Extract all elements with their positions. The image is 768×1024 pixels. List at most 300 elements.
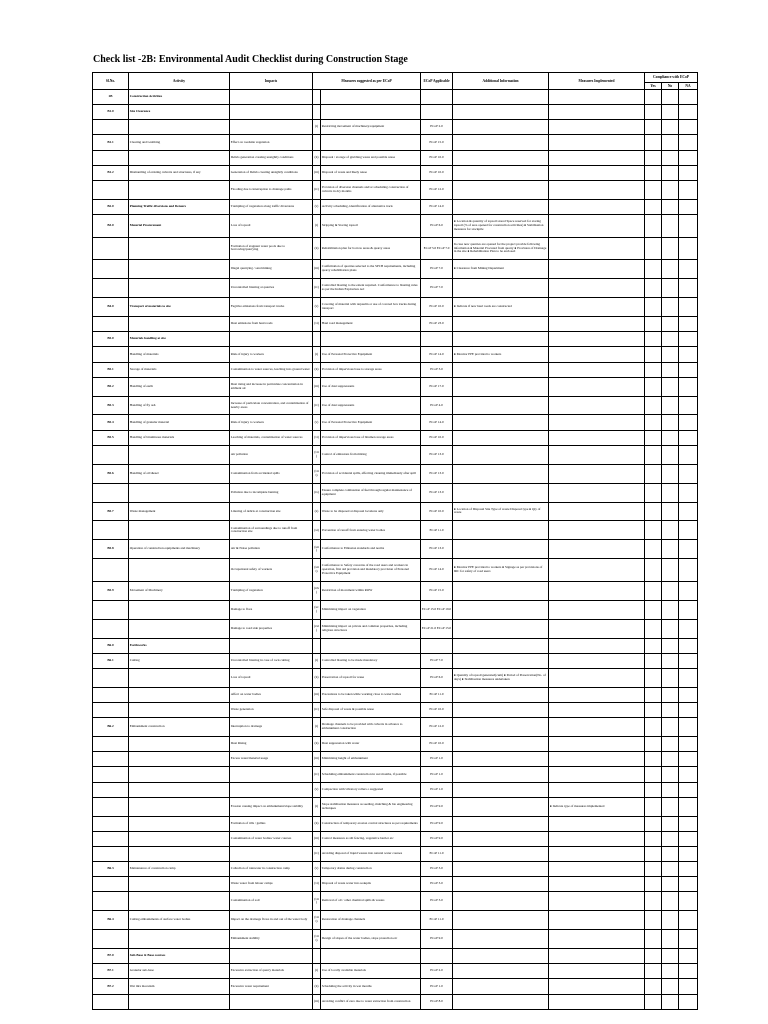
compliance-no-cell[interactable] (662, 430, 679, 445)
compliance-na-cell[interactable] (679, 559, 698, 582)
compliance-yes-cell[interactable] (645, 559, 662, 582)
compliance-yes-cell[interactable] (645, 396, 662, 415)
compliance-na-cell[interactable] (679, 237, 698, 260)
sl-no-cell: B7.2 (93, 979, 129, 994)
ecop-cell: ECoP 10.0 (421, 430, 453, 445)
compliance-yes-cell[interactable] (645, 332, 662, 347)
measure-cell: Disposal of waste and likely reuse (321, 165, 421, 180)
compliance-no-cell[interactable] (662, 752, 679, 767)
measure-number-cell: (viii) (313, 930, 321, 949)
compliance-yes-cell[interactable] (645, 930, 662, 949)
sl-no-cell (93, 877, 129, 892)
compliance-na-cell[interactable] (679, 396, 698, 415)
compliance-yes-cell[interactable] (645, 669, 662, 688)
compliance-na-cell[interactable] (679, 653, 698, 668)
compliance-no-cell[interactable] (662, 332, 679, 347)
compliance-yes-cell[interactable] (645, 737, 662, 752)
compliance-na-cell[interactable] (679, 260, 698, 279)
compliance-na-cell[interactable] (679, 752, 698, 767)
activity-cell: Handling of fly ash (129, 396, 230, 415)
measures-implemented-cell (549, 521, 645, 540)
table-row (93, 619, 698, 638)
measure-cell: Drainage channels to be provided with culverts in advance to embankment construction (321, 718, 421, 737)
compliance-no-cell[interactable] (662, 816, 679, 831)
compliance-no-cell[interactable] (662, 260, 679, 279)
compliance-yes-cell[interactable] (645, 816, 662, 831)
additional-info-cell (453, 521, 549, 540)
compliance-yes-cell[interactable] (645, 135, 662, 150)
impact-cell: Uncontrolled blasting in case of rock cutting (230, 653, 313, 668)
compliance-yes-cell[interactable] (645, 279, 662, 298)
compliance-yes-cell[interactable] (645, 180, 662, 199)
compliance-no-cell[interactable] (662, 214, 679, 237)
measures-implemented-cell (549, 430, 645, 445)
additional-info-cell (453, 964, 549, 979)
compliance-yes-cell[interactable] (645, 949, 662, 964)
compliance-yes-cell[interactable] (645, 718, 662, 737)
impact-cell: Air pollution (230, 445, 313, 464)
impact-cell: Dust rising and increase in particulate concentration in ambient air (230, 377, 313, 396)
compliance-na-cell[interactable] (679, 862, 698, 877)
compliance-na-cell[interactable] (679, 737, 698, 752)
compliance-yes-cell[interactable] (645, 782, 662, 797)
compliance-na-cell[interactable] (679, 317, 698, 332)
compliance-na-cell[interactable] (679, 464, 698, 483)
compliance-yes-cell[interactable] (645, 862, 662, 877)
compliance-na-cell[interactable] (679, 430, 698, 445)
compliance-no-cell[interactable] (662, 237, 679, 260)
compliance-yes-cell[interactable] (645, 237, 662, 260)
compliance-na-cell[interactable] (679, 150, 698, 165)
compliance-no-cell[interactable] (662, 949, 679, 964)
activity-cell: Cutting embankments of surface water bodies (129, 911, 230, 930)
sl-no-cell: B5.2 (93, 377, 129, 396)
compliance-na-cell[interactable] (679, 120, 698, 135)
compliance-na-cell[interactable] (679, 105, 698, 120)
additional-info-cell: ● Location of Disposal Site Type of waste Disposal type ● Qty of waste (453, 502, 549, 521)
impact-cell: Trampling of vegetation along traffic diversions (230, 199, 313, 214)
compliance-no-cell[interactable] (662, 619, 679, 638)
compliance-yes-cell[interactable] (645, 317, 662, 332)
activity-cell (129, 816, 230, 831)
measures-implemented-cell (549, 703, 645, 718)
additional-info-cell (453, 892, 549, 911)
compliance-yes-cell[interactable] (645, 260, 662, 279)
compliance-no-cell[interactable] (662, 135, 679, 150)
compliance-na-cell[interactable] (679, 949, 698, 964)
compliance-na-cell[interactable] (679, 445, 698, 464)
compliance-no-cell[interactable] (662, 90, 679, 105)
activity-cell (129, 687, 230, 702)
compliance-na-cell[interactable] (679, 718, 698, 737)
compliance-yes-cell[interactable] (645, 362, 662, 377)
compliance-no-cell[interactable] (662, 396, 679, 415)
compliance-no-cell[interactable] (662, 653, 679, 668)
audit-checklist-table (92, 72, 698, 1010)
activity-cell: Handling of earth (129, 377, 230, 396)
additional-info-cell (453, 718, 549, 737)
compliance-no-cell[interactable] (662, 877, 679, 892)
measures-implemented-cell (549, 718, 645, 737)
measure-number-cell: (v) (313, 782, 321, 797)
sl-no-cell: B5.4 (93, 415, 129, 430)
compliance-yes-cell[interactable] (645, 582, 662, 601)
compliance-no-cell[interactable] (662, 582, 679, 601)
impact-cell (230, 638, 313, 653)
impact-cell: Contamination of soil (230, 892, 313, 911)
compliance-no-cell[interactable] (662, 994, 679, 1009)
measure-cell: Removal of oil / other chemical spills & wastes (321, 892, 421, 911)
impact-cell: Formation of stagnant water pools due to borrowing/quarrying (230, 237, 313, 260)
compliance-no-cell[interactable] (662, 279, 679, 298)
compliance-yes-cell[interactable] (645, 911, 662, 930)
compliance-na-cell[interactable] (679, 669, 698, 688)
header-no: No (662, 83, 679, 90)
compliance-na-cell[interactable] (679, 332, 698, 347)
compliance-yes-cell[interactable] (645, 540, 662, 559)
compliance-na-cell[interactable] (679, 911, 698, 930)
compliance-no-cell[interactable] (662, 911, 679, 930)
measure-number-cell: (viii) (313, 464, 321, 483)
table-row (93, 703, 698, 718)
measure-number-cell: (ii) (313, 150, 321, 165)
measures-implemented-cell (549, 540, 645, 559)
measure-number-cell: (xii) (313, 540, 321, 559)
measures-implemented-cell (549, 892, 645, 911)
measure-number-cell: (i) (313, 347, 321, 362)
compliance-no-cell[interactable] (662, 767, 679, 782)
compliance-no-cell[interactable] (662, 559, 679, 582)
measures-implemented-cell (549, 994, 645, 1009)
compliance-yes-cell[interactable] (645, 638, 662, 653)
compliance-na-cell[interactable] (679, 994, 698, 1009)
impact-cell: Trampling of vegetation (230, 582, 313, 601)
measure-number-cell: (vii) (313, 892, 321, 911)
table-row (93, 831, 698, 846)
compliance-na-cell[interactable] (679, 619, 698, 638)
measures-implemented-cell (549, 362, 645, 377)
measures-implemented-cell (549, 862, 645, 877)
compliance-no-cell[interactable] (662, 521, 679, 540)
compliance-no-cell[interactable] (662, 540, 679, 559)
measure-number-cell: (ii) (313, 362, 321, 377)
compliance-na-cell[interactable] (679, 930, 698, 949)
impact-cell: Waste water from labour camps (230, 877, 313, 892)
compliance-no-cell[interactable] (662, 298, 679, 317)
impact-cell: Risk of injury to workers (230, 415, 313, 430)
ecop-cell: ECoP 12.0 (421, 180, 453, 199)
sl-no-cell (93, 782, 129, 797)
table-row (93, 237, 698, 260)
measure-number-cell: (ii) (313, 979, 321, 994)
compliance-yes-cell[interactable] (645, 199, 662, 214)
compliance-yes-cell[interactable] (645, 521, 662, 540)
compliance-no-cell[interactable] (662, 180, 679, 199)
measure-cell: Scheduling the activity in wet months (321, 979, 421, 994)
ecop-cell: ECoP 3.0 (421, 877, 453, 892)
compliance-yes-cell[interactable] (645, 90, 662, 105)
compliance-no-cell[interactable] (662, 347, 679, 362)
ecop-cell: ECoP 14.0 (421, 347, 453, 362)
compliance-yes-cell[interactable] (645, 767, 662, 782)
measure-number-cell (313, 90, 321, 105)
header-activity: Activity (129, 73, 230, 90)
compliance-no-cell[interactable] (662, 782, 679, 797)
compliance-no-cell[interactable] (662, 797, 679, 816)
measures-implemented-cell (549, 347, 645, 362)
measure-cell: Provision of impervious base of bitumen storage areas (321, 430, 421, 445)
table-row (93, 396, 698, 415)
measure-cell: Controlled blasting to the extent required. Conformance to blasting rules as per the Indian Explosives Act (321, 279, 421, 298)
sl-no-cell: B7.0 (93, 949, 129, 964)
compliance-na-cell[interactable] (679, 846, 698, 861)
additional-info-cell (453, 797, 549, 816)
compliance-yes-cell[interactable] (645, 600, 662, 619)
compliance-yes-cell[interactable] (645, 430, 662, 445)
activity-cell (129, 445, 230, 464)
sl-no-cell (93, 180, 129, 199)
compliance-yes-cell[interactable] (645, 752, 662, 767)
sl-no-cell: B2.0 (93, 199, 129, 214)
impact-cell: Impact on the drainage flows in and out of the water body (230, 911, 313, 930)
compliance-na-cell[interactable] (679, 214, 698, 237)
compliance-na-cell[interactable] (679, 892, 698, 911)
compliance-na-cell[interactable] (679, 797, 698, 816)
impact-cell (230, 846, 313, 861)
compliance-yes-cell[interactable] (645, 797, 662, 816)
compliance-na-cell[interactable] (679, 135, 698, 150)
compliance-no-cell[interactable] (662, 483, 679, 502)
table-row (93, 846, 698, 861)
table-row (93, 362, 698, 377)
compliance-yes-cell[interactable] (645, 964, 662, 979)
compliance-no-cell[interactable] (662, 502, 679, 521)
compliance-no-cell[interactable] (662, 105, 679, 120)
measure-cell: Use of dust suppressants (321, 396, 421, 415)
compliance-no-cell[interactable] (662, 377, 679, 396)
additional-info-cell: ● Quantity of topsoil generated(cum) ● Period of Preservation(No. of days) ● Stabilisation measures undertaken (453, 669, 549, 688)
measure-number-cell: (iii) (313, 831, 321, 846)
table-row (93, 911, 698, 930)
impact-cell: Occupational safety of workers (230, 559, 313, 582)
measure-number-cell: (i) (313, 964, 321, 979)
compliance-no-cell[interactable] (662, 362, 679, 377)
activity-cell (129, 669, 230, 688)
compliance-yes-cell[interactable] (645, 502, 662, 521)
compliance-yes-cell[interactable] (645, 687, 662, 702)
compliance-na-cell[interactable] (679, 502, 698, 521)
activity-cell (129, 120, 230, 135)
measure-cell: Conformance to Safety concerns of the road users and workers in operation, first aid provision and mandatory provision of Personal Protective Equipment (321, 559, 421, 582)
header-na: NA (679, 83, 698, 90)
compliance-na-cell[interactable] (679, 979, 698, 994)
compliance-yes-cell[interactable] (645, 105, 662, 120)
impact-cell: Formation of rills / gullies (230, 816, 313, 831)
compliance-na-cell[interactable] (679, 816, 698, 831)
table-row (93, 718, 698, 737)
impact-cell (230, 782, 313, 797)
compliance-yes-cell[interactable] (645, 377, 662, 396)
ecop-cell: ECoP 15.0 (421, 135, 453, 150)
compliance-na-cell[interactable] (679, 964, 698, 979)
compliance-na-cell[interactable] (679, 582, 698, 601)
measure-cell (321, 949, 421, 964)
compliance-yes-cell[interactable] (645, 846, 662, 861)
compliance-yes-cell[interactable] (645, 165, 662, 180)
ecop-cell: ECoP 1.0 (421, 752, 453, 767)
impact-cell: Air & Noise pollution (230, 540, 313, 559)
compliance-yes-cell[interactable] (645, 298, 662, 317)
measure-cell: Minimizing impact on vegetation (321, 600, 421, 619)
compliance-yes-cell[interactable] (645, 483, 662, 502)
impact-cell: Risk of injury to workers (230, 347, 313, 362)
additional-info-cell (453, 600, 549, 619)
compliance-yes-cell[interactable] (645, 415, 662, 430)
sl-no-cell (93, 816, 129, 831)
compliance-na-cell[interactable] (679, 540, 698, 559)
compliance-no-cell[interactable] (662, 979, 679, 994)
compliance-yes-cell[interactable] (645, 445, 662, 464)
compliance-na-cell[interactable] (679, 415, 698, 430)
compliance-yes-cell[interactable] (645, 214, 662, 237)
compliance-no-cell[interactable] (662, 669, 679, 688)
compliance-na-cell[interactable] (679, 831, 698, 846)
compliance-na-cell[interactable] (679, 90, 698, 105)
compliance-no-cell[interactable] (662, 718, 679, 737)
sl-no-cell: B5.1 (93, 362, 129, 377)
compliance-no-cell[interactable] (662, 120, 679, 135)
compliance-yes-cell[interactable] (645, 979, 662, 994)
compliance-no-cell[interactable] (662, 445, 679, 464)
compliance-yes-cell[interactable] (645, 892, 662, 911)
compliance-na-cell[interactable] (679, 347, 698, 362)
compliance-no-cell[interactable] (662, 600, 679, 619)
measures-implemented-cell (549, 332, 645, 347)
compliance-yes-cell[interactable] (645, 831, 662, 846)
compliance-yes-cell[interactable] (645, 653, 662, 668)
compliance-na-cell[interactable] (679, 703, 698, 718)
compliance-na-cell[interactable] (679, 165, 698, 180)
compliance-no-cell[interactable] (662, 892, 679, 911)
compliance-no-cell[interactable] (662, 415, 679, 430)
compliance-na-cell[interactable] (679, 782, 698, 797)
compliance-no-cell[interactable] (662, 464, 679, 483)
additional-info-cell (453, 911, 549, 930)
additional-info-cell (453, 120, 549, 135)
additional-info-cell (453, 415, 549, 430)
impact-cell: Leaching of materials, contamination of water sources (230, 430, 313, 445)
measure-number-cell: (ii) (313, 737, 321, 752)
compliance-na-cell[interactable] (679, 877, 698, 892)
ecop-cell: ECoP 10.0 (421, 298, 453, 317)
compliance-yes-cell[interactable] (645, 464, 662, 483)
sl-no-cell (93, 619, 129, 638)
compliance-na-cell[interactable] (679, 298, 698, 317)
compliance-na-cell[interactable] (679, 362, 698, 377)
compliance-yes-cell[interactable] (645, 703, 662, 718)
compliance-no-cell[interactable] (662, 165, 679, 180)
measure-cell: Use of Personal Protective Equipment (321, 347, 421, 362)
sl-no-cell: B5.8 (93, 540, 129, 559)
measure-number-cell: (iii) (313, 260, 321, 279)
compliance-na-cell[interactable] (679, 180, 698, 199)
activity-cell: Waste management (129, 502, 230, 521)
sl-no-cell (93, 892, 129, 911)
compliance-yes-cell[interactable] (645, 994, 662, 1009)
sl-no-cell (93, 150, 129, 165)
compliance-yes-cell[interactable] (645, 619, 662, 638)
measures-implemented-cell: ● Indicate type of measures implemented (549, 797, 645, 816)
measure-number-cell: (i) (313, 797, 321, 816)
compliance-no-cell[interactable] (662, 150, 679, 165)
additional-info-cell (453, 150, 549, 165)
compliance-na-cell[interactable] (679, 377, 698, 396)
compliance-no-cell[interactable] (662, 703, 679, 718)
measure-cell: Safe disposal of waste & possible reuse (321, 703, 421, 718)
compliance-na-cell[interactable] (679, 638, 698, 653)
measure-cell: Avoiding conflict of zero due to water extraction from construction (321, 994, 421, 1009)
compliance-yes-cell[interactable] (645, 347, 662, 362)
table-row (93, 816, 698, 831)
measure-cell: Dust suppression with water (321, 737, 421, 752)
additional-info-cell (453, 877, 549, 892)
compliance-no-cell[interactable] (662, 930, 679, 949)
compliance-no-cell[interactable] (662, 862, 679, 877)
impact-cell: Illegal quarrying / sand mining (230, 260, 313, 279)
compliance-no-cell[interactable] (662, 199, 679, 214)
impact-cell: Generation of Debris creating unsightly conditions (230, 165, 313, 180)
compliance-na-cell[interactable] (679, 687, 698, 702)
measure-cell: Restriction of movement within ROW (321, 582, 421, 601)
activity-cell: Operation of construction equipments and machinery (129, 540, 230, 559)
compliance-yes-cell[interactable] (645, 877, 662, 892)
measures-implemented-cell (549, 877, 645, 892)
compliance-na-cell[interactable] (679, 600, 698, 619)
compliance-yes-cell[interactable] (645, 150, 662, 165)
measures-implemented-cell (549, 669, 645, 688)
measure-number-cell: (iv) (313, 279, 321, 298)
compliance-no-cell[interactable] (662, 638, 679, 653)
compliance-na-cell[interactable] (679, 521, 698, 540)
additional-info-cell (453, 332, 549, 347)
compliance-no-cell[interactable] (662, 964, 679, 979)
ecop-cell: ECoP 23.0 (421, 317, 453, 332)
measures-implemented-cell (549, 846, 645, 861)
impact-cell: Excessive water requirement (230, 979, 313, 994)
compliance-yes-cell[interactable] (645, 120, 662, 135)
measure-number-cell: (x) (313, 502, 321, 521)
additional-info-cell (453, 90, 549, 105)
impact-cell: Fugitive emissions from transport trucks (230, 298, 313, 317)
compliance-no-cell[interactable] (662, 687, 679, 702)
ecop-cell (421, 332, 453, 347)
compliance-no-cell[interactable] (662, 846, 679, 861)
sl-no-cell: B6.4 (93, 911, 129, 930)
ecop-cell: ECoP 21.0 ECoP 15.0 (421, 619, 453, 638)
compliance-na-cell[interactable] (679, 767, 698, 782)
compliance-no-cell[interactable] (662, 831, 679, 846)
measure-cell: Design of slopes of the water bodies, slope protection etc (321, 930, 421, 949)
measure-number-cell: (vii) (313, 445, 321, 464)
compliance-no-cell[interactable] (662, 317, 679, 332)
impact-cell: Waste generation (230, 703, 313, 718)
compliance-na-cell[interactable] (679, 199, 698, 214)
compliance-na-cell[interactable] (679, 483, 698, 502)
measure-cell (321, 135, 421, 150)
sl-no-cell (93, 930, 129, 949)
compliance-na-cell[interactable] (679, 279, 698, 298)
compliance-no-cell[interactable] (662, 737, 679, 752)
